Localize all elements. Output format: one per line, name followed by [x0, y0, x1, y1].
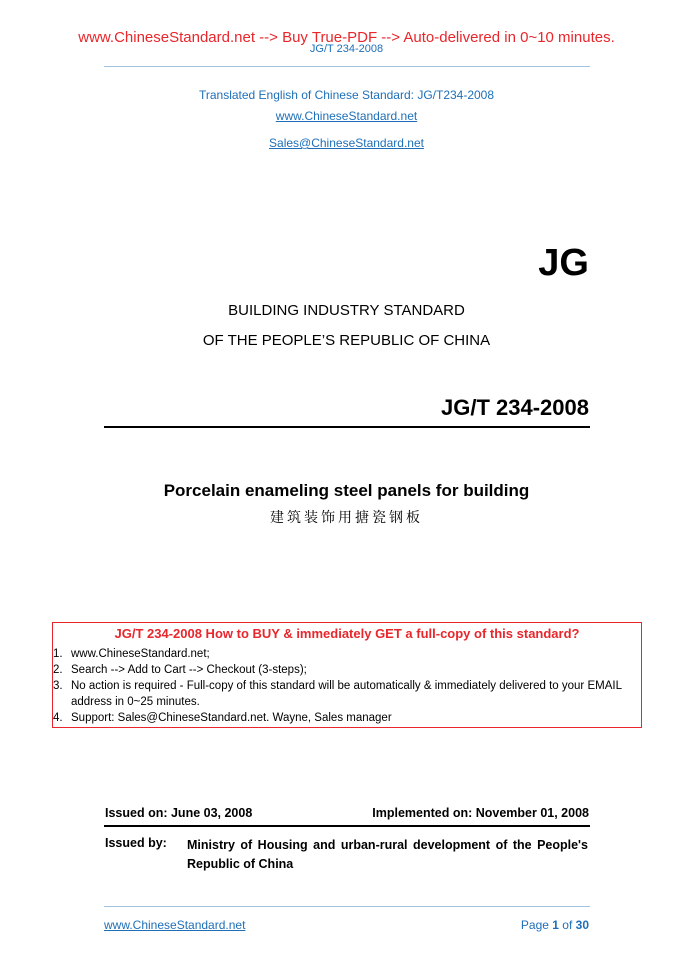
- list-item-number: 1.: [53, 648, 63, 660]
- document-title-chinese: 建筑装饰用搪瓷钢板: [270, 510, 423, 526]
- header-divider: [104, 66, 590, 67]
- issued-by-authority: Ministry of Housing and urban-rural development of the People's Republic of China: [187, 838, 588, 871]
- footer-divider: [104, 906, 590, 907]
- list-item: [53, 678, 641, 710]
- list-item-text: Support: Sales@ChineseStandard.net. Wayne, Sales manager: [71, 712, 392, 724]
- page-total: 30: [575, 918, 589, 932]
- buy-instructions-list: [53, 646, 641, 726]
- issue-divider: [104, 825, 590, 827]
- jg-logo: JG: [538, 242, 589, 284]
- translated-notice: Translated English of Chinese Standard: JG/T234-2008: [198, 88, 495, 102]
- issued-by-label: Issued by:: [105, 836, 167, 850]
- site-link[interactable]: www.ChineseStandard.net: [275, 109, 418, 123]
- list-item-number: 2.: [53, 664, 63, 676]
- implemented-on-date: Implemented on: November 01, 2008: [372, 806, 589, 820]
- list-item: [53, 646, 641, 662]
- page-prefix: Page: [520, 918, 553, 932]
- list-item-text: No action is required - Full-copy of this standard will be automatically & immediately delivered to your EMAIL address in 0~25 minutes.: [71, 680, 622, 708]
- list-item: [53, 710, 641, 726]
- list-item-number: 4.: [53, 712, 63, 724]
- standard-number-divider: [104, 426, 590, 428]
- industry-standard-line-1: BUILDING INDUSTRY STANDARD: [228, 302, 465, 319]
- buy-instructions-box: [52, 622, 642, 728]
- document-title-english: Porcelain enameling steel panels for building: [163, 481, 530, 500]
- top-banner[interactable]: www.ChineseStandard.net --> Buy True-PDF --> Auto-delivered in 0~10 minutes.: [78, 29, 615, 46]
- standard-number: JG/T 234-2008: [441, 395, 589, 420]
- sales-email-link[interactable]: Sales@ChineseStandard.net: [269, 136, 424, 150]
- page-current: 1: [552, 918, 559, 932]
- list-item: [53, 662, 641, 678]
- issued-on-date: Issued on: June 03, 2008: [105, 806, 253, 820]
- industry-standard-line-2: OF THE PEOPLE’S REPUBLIC OF CHINA: [202, 332, 491, 349]
- page-indicator: [521, 918, 589, 932]
- header-standard-code: JG/T 234-2008: [309, 43, 384, 55]
- list-item-text: www.ChineseStandard.net;: [71, 648, 210, 660]
- page-of: of: [558, 918, 576, 932]
- buy-instructions-title: JG/T 234-2008 How to BUY & immediately GET a full-copy of this standard?: [114, 626, 580, 641]
- list-item-number: 3.: [53, 680, 63, 692]
- footer-site-link[interactable]: www.ChineseStandard.net: [104, 918, 246, 932]
- list-item-text: Search --> Add to Cart --> Checkout (3-steps);: [71, 664, 307, 676]
